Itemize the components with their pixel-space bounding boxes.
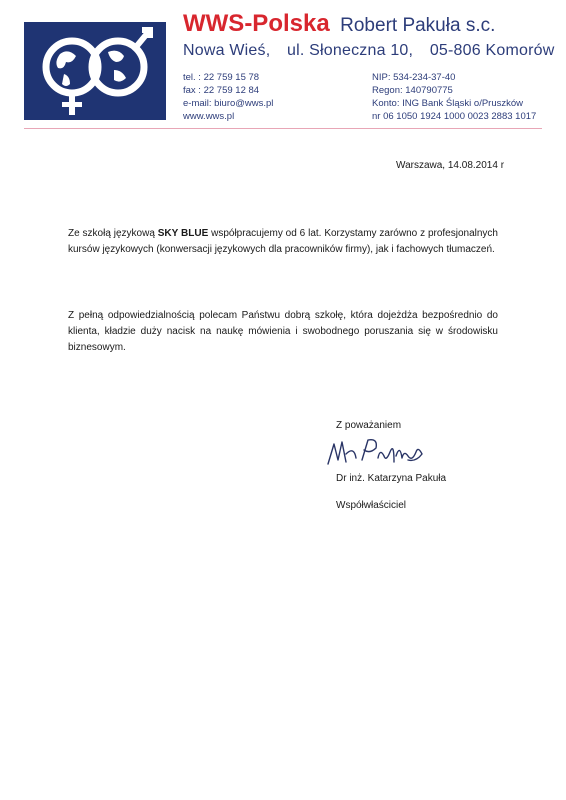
phone-line: tel. : 22 759 15 78 [183, 72, 260, 83]
letter-date: Warszawa, 14.08.2014 r [396, 160, 505, 171]
fax-line: fax : 22 759 12 84 [183, 85, 260, 96]
account-number-line: nr 06 1050 1924 1000 0023 2883 1017 [372, 111, 537, 122]
regon-line: Regon: 140790775 [372, 85, 453, 96]
company-logo [24, 22, 166, 120]
signer-role: Współwłaściciel [336, 500, 407, 511]
website-line[interactable]: www.wws.pl [183, 111, 235, 122]
nip-line: NIP: 534-234-37-40 [372, 72, 456, 83]
company-name [183, 10, 495, 38]
header-divider [24, 128, 542, 129]
address-postal: 05-806 Komorów [429, 42, 555, 59]
signer-name: Dr inż. Katarzyna Pakuła [336, 473, 447, 484]
closing-phrase: Z poważaniem [336, 420, 402, 431]
school-name: SKY BLUE [157, 228, 209, 239]
paragraph-1-intro: Ze szkołą językową [68, 228, 158, 239]
handwritten-signature [322, 434, 434, 470]
paragraph-2: Z pełną odpowiedzialnością polecam Państwu dobrą szkołę, która dojeżdża bezpośrednio do klienta, kładzie duży nacisk na naukę mówienia i swobodnego poruszania się w środowisku biznesowym. [68, 310, 498, 353]
company-owner: Robert Pakuła s.c. [340, 15, 496, 36]
paragraph-1 [68, 226, 498, 258]
company-address [183, 42, 566, 60]
paragraph-1-rest: współpracujemy od 6 lat. Korzystamy zarówno z profesjonalnych kursów językowych (konwersacji językowych dla pracowników firmy), jak i fachowych tłumaczeń. [68, 228, 498, 255]
contact-block-left [183, 71, 273, 123]
address-street: ul. Słoneczna 10, [287, 42, 414, 59]
email-line[interactable]: e-mail: biuro@wws.pl [183, 98, 274, 109]
address-city: Nowa Wieś, [183, 42, 271, 59]
company-brand: WWS-Polska [183, 10, 330, 37]
contact-block-right [372, 71, 536, 123]
bank-line: Konto: ING Bank Śląski o/Pruszków [372, 98, 524, 109]
